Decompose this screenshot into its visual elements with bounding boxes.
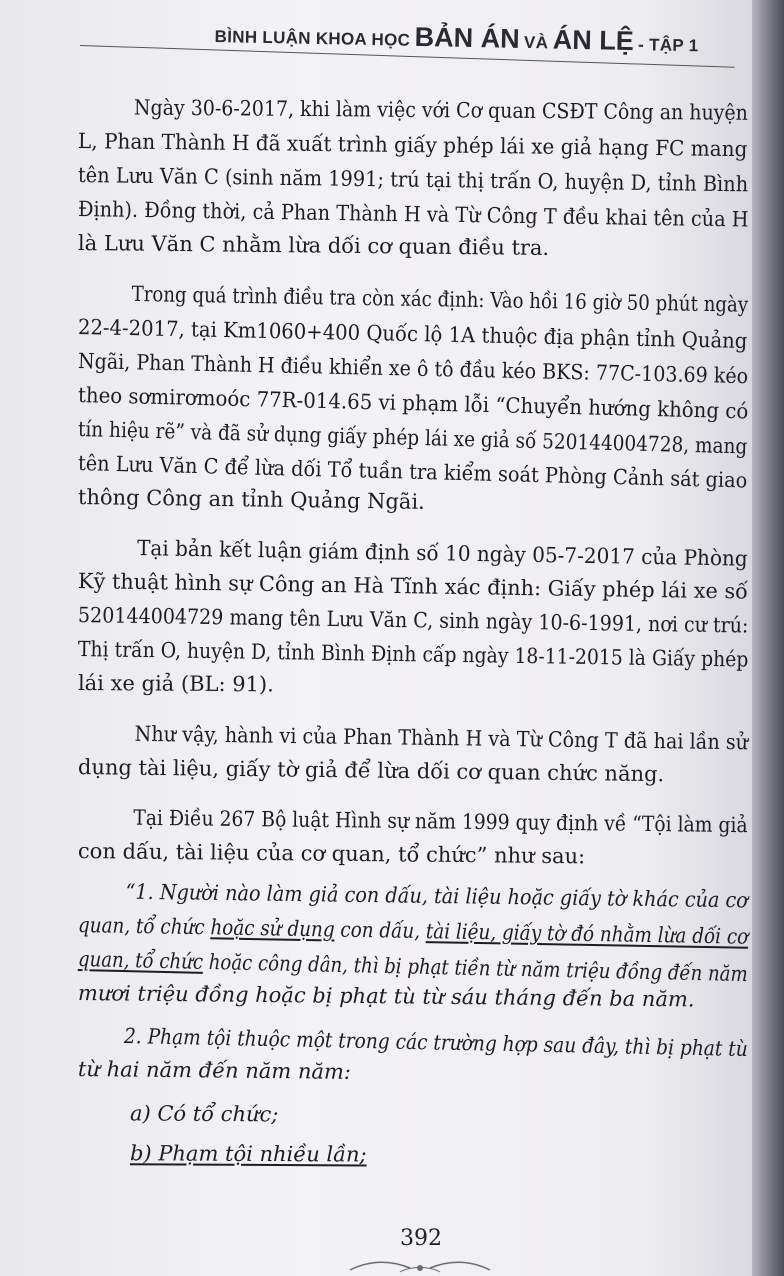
quote-line: [78, 1136, 748, 1174]
quote-line: a) Có tổ chức;: [129, 1101, 279, 1127]
header-suffix: - TẬP 1: [637, 35, 699, 56]
quote-text: quan, tổ chức: [77, 913, 211, 940]
paragraph-line: Thị trấn O, huyện D, tỉnh Bình Định cấp ngày 18-11-2015 là Giấy phép: [77, 637, 749, 672]
paragraph-line: thông Công an tỉnh Quảng Ngãi.: [77, 485, 425, 514]
paragraph-line: Như vậy, hành vi của Phan Thành H và Từ Công T đã hai lần sử: [134, 721, 749, 755]
quote-underlined: hoặc sử dụng: [210, 915, 335, 942]
quote-text: con dấu,: [334, 917, 427, 944]
paragraph-line: Ngày 30-6-2017, khi làm việc với Cơ quan CSĐT Công an huyện: [133, 95, 748, 125]
paragraph-line: là Lưu Văn C nhằm lừa dối cơ quan điều tra.: [77, 231, 550, 260]
paragraph-line: Tại Điều 267 Bộ luật Hình sự năm 1999 quy định về “Tội làm giả: [133, 805, 748, 838]
footer-ornament: [340, 1258, 500, 1276]
paragraph-line: 520144004729 mang tên Lưu Văn C, sinh ngày 10-6-1991, nơi cư trú:: [77, 603, 749, 638]
quote-line: từ hai năm đến năm năm:: [77, 1057, 352, 1084]
paragraph-line: 22-4-2017, tại Km1060+400 Quốc lộ 1A thuộc địa phận tỉnh Quảng: [77, 315, 748, 354]
paragraph-line: tín hiệu rẽ” và đã sử dụng giấy phép lái xe giả số 520144004728, mang: [77, 417, 748, 459]
header-prefix: BÌNH LUẬN KHOA HỌC: [214, 26, 411, 50]
page-number: 392: [400, 1226, 442, 1251]
header-ban-an: BẢN ÁN: [414, 21, 520, 54]
paragraph-line: lái xe giả (BL: 91).: [77, 671, 274, 697]
paragraph-line: Tại bản kết luận giám định số 10 ngày 05-7-2017 của Phòng: [136, 536, 748, 571]
header-va: VÀ: [523, 32, 549, 53]
paragraph-line: con dấu, tài liệu của cơ quan, tổ chức” như sau:: [77, 839, 586, 869]
paragraph-line: dụng tài liệu, giấy tờ giả để lừa dối cơ quan chức năng.: [77, 755, 665, 787]
quote-underlined: tài liệu, giấy tờ đó nhằm lừa dối cơ: [425, 919, 749, 949]
book-spine-edge: [752, 0, 784, 1276]
quote-underlined: quan, tổ chức: [77, 947, 204, 974]
quote-line: “1. Người nào làm giả con dấu, tài liệu hoặc giấy tờ khác của cơ: [125, 879, 748, 913]
paragraph-line: Kỹ thuật hình sự Công an Hà Tĩnh xác định: Giấy phép lái xe số: [77, 569, 749, 604]
paragraph-line: tên Lưu Văn C (sinh năm 1991; trú tại thị trấn O, huyện D, tỉnh Bình: [77, 163, 749, 197]
quote-line: mươi triệu đồng hoặc bị phạt tù từ sáu tháng đến ba năm.: [77, 981, 695, 1012]
running-header: [214, 18, 699, 67]
header-an-le: ÁN LỆ: [552, 24, 635, 57]
paragraph-line: theo sơmirơmoóc 77R-014.65 vi phạm lỗi “Chuyển hướng không có: [77, 383, 749, 424]
quote-line: 2. Phạm tội thuộc một trong các trường hợp sau đây, thì bị phạt tù: [123, 1023, 748, 1062]
paragraph-line: Ngãi, Phan Thành H điều khiển xe ô tô đầu kéo BKS: 77C-103.69 kéo: [77, 349, 749, 389]
paragraph-line: Trong quá trình điều tra còn xác định: Vào hồi 16 giờ 50 phút ngày: [131, 281, 749, 317]
paragraph-line: L, Phan Thành H đã xuất trình giấy phép lái xe giả hạng FC mang: [77, 129, 748, 162]
quote-text: hoặc công dân, thì bị phạt tiền từ năm triệu đồng đến năm: [202, 949, 748, 987]
paragraph-line: tên Lưu Văn C để lừa dối Tổ tuần tra kiểm soát Phòng Cảnh sát giao: [77, 451, 748, 493]
body-text: [78, 90, 748, 1170]
quote-underlined: b) Phạm tội nhiều lần;: [129, 1141, 367, 1167]
paragraph-line: Định). Đồng thời, cả Phan Thành H và Từ Công T đều khai tên của H: [77, 197, 749, 232]
